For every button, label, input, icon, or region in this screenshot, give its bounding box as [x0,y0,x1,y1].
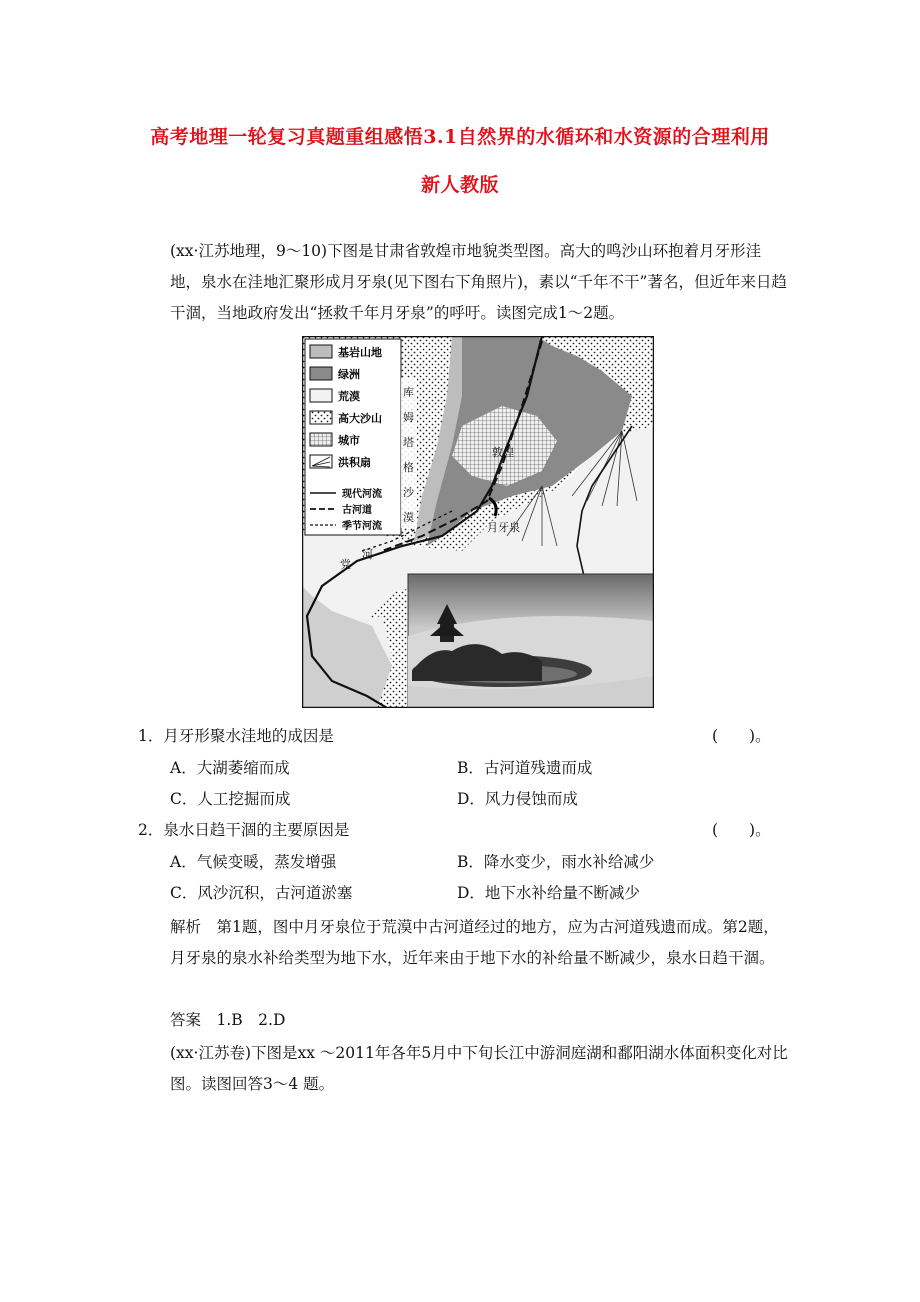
document-title-line2: 新人教版 [420,174,499,196]
document-title-line1: 高考地理一轮复习真题重组感悟3.1自然界的水循环和水资源的合理利用 [150,126,770,148]
legend-oasis: 绿洲 [338,368,360,381]
intro-paragraph-2: (xx·江苏卷)下图是xx ～2011年各年5月中下旬长江中游洞庭湖和鄱阳湖水体面积变化对比图。读图回答3～4 题。 [170,1044,788,1093]
legend-fan: 洪积扇 [338,456,371,469]
label-crescent-spring: 月牙泉 [487,521,520,534]
legend-bedrock: 基岩山地 [338,346,382,359]
legend-city: 城市 [338,434,360,447]
question-2-bracket: ( )。 [712,821,771,839]
question-2-option-d: D．地下水补给量不断减少 [457,884,640,902]
intro-paragraph: (xx·江苏地理，9～10)下图是甘肃省敦煌市地貌类型图。高大的鸣沙山环抱着月牙形洼地，泉水在洼地汇聚形成月牙泉(见下图右下角照片)，素以“千年不干”著名，但近年来日趋干涸，当地政府发出“拯救千年月牙泉”的呼吁。读图完成1～2题。 [170,242,787,322]
label-river-dang: 党 [340,558,351,571]
dunhuang-landform-map [302,336,654,708]
question-1-stem: 1．月牙形聚水洼地的成因是 [138,727,334,745]
legend-ancient-channel: 古河道 [342,505,372,516]
legend-barren: 荒漠 [338,390,360,403]
question-2-option-c: C．风沙沉积，古河道淤塞 [170,884,353,902]
question-1-bracket: ( )。 [712,727,771,745]
legend-seasonal-river: 季节河流 [342,521,382,532]
legend-dunes: 高大沙山 [338,412,382,425]
question-2-stem: 2．泉水日趋干涸的主要原因是 [138,821,350,839]
question-1-option-c: C．人工挖掘而成 [170,790,291,808]
label-river-he: 河 [362,548,373,561]
label-kumtag-1: 库 [403,386,414,399]
question-1-option-b: B．古河道残遗而成 [457,759,593,777]
question-2-option-b: B．降水变少，雨水补给减少 [457,853,655,871]
answer-line: 答案 1.B 2.D [170,1011,286,1029]
label-kumtag-3: 塔 [403,436,414,449]
label-kumtag-2: 姆 [403,411,414,424]
label-dunhuang: 敦煌 [492,446,514,459]
crescent-spring-photo [408,574,654,708]
legend-modern-river: 现代河流 [342,489,382,500]
question-1-option-a: A．大湖萎缩而成 [170,759,290,777]
question-1-option-d: D．风力侵蚀而成 [457,790,578,808]
label-kumtag-4: 格 [403,461,414,474]
explanation-paragraph: 解析 第1题，图中月牙泉位于荒漠中古河道经过的地方，应为古河道残遗而成。第2题，月牙泉的泉水补给类型为地下水，近年来由于地下水的补给量不断减少，泉水日趋干涸。 [170,918,779,967]
question-2-option-a: A．气候变暖，蒸发增强 [170,853,337,871]
label-kumtag-5: 沙 [403,486,414,499]
label-kumtag-6: 漠 [403,511,414,524]
